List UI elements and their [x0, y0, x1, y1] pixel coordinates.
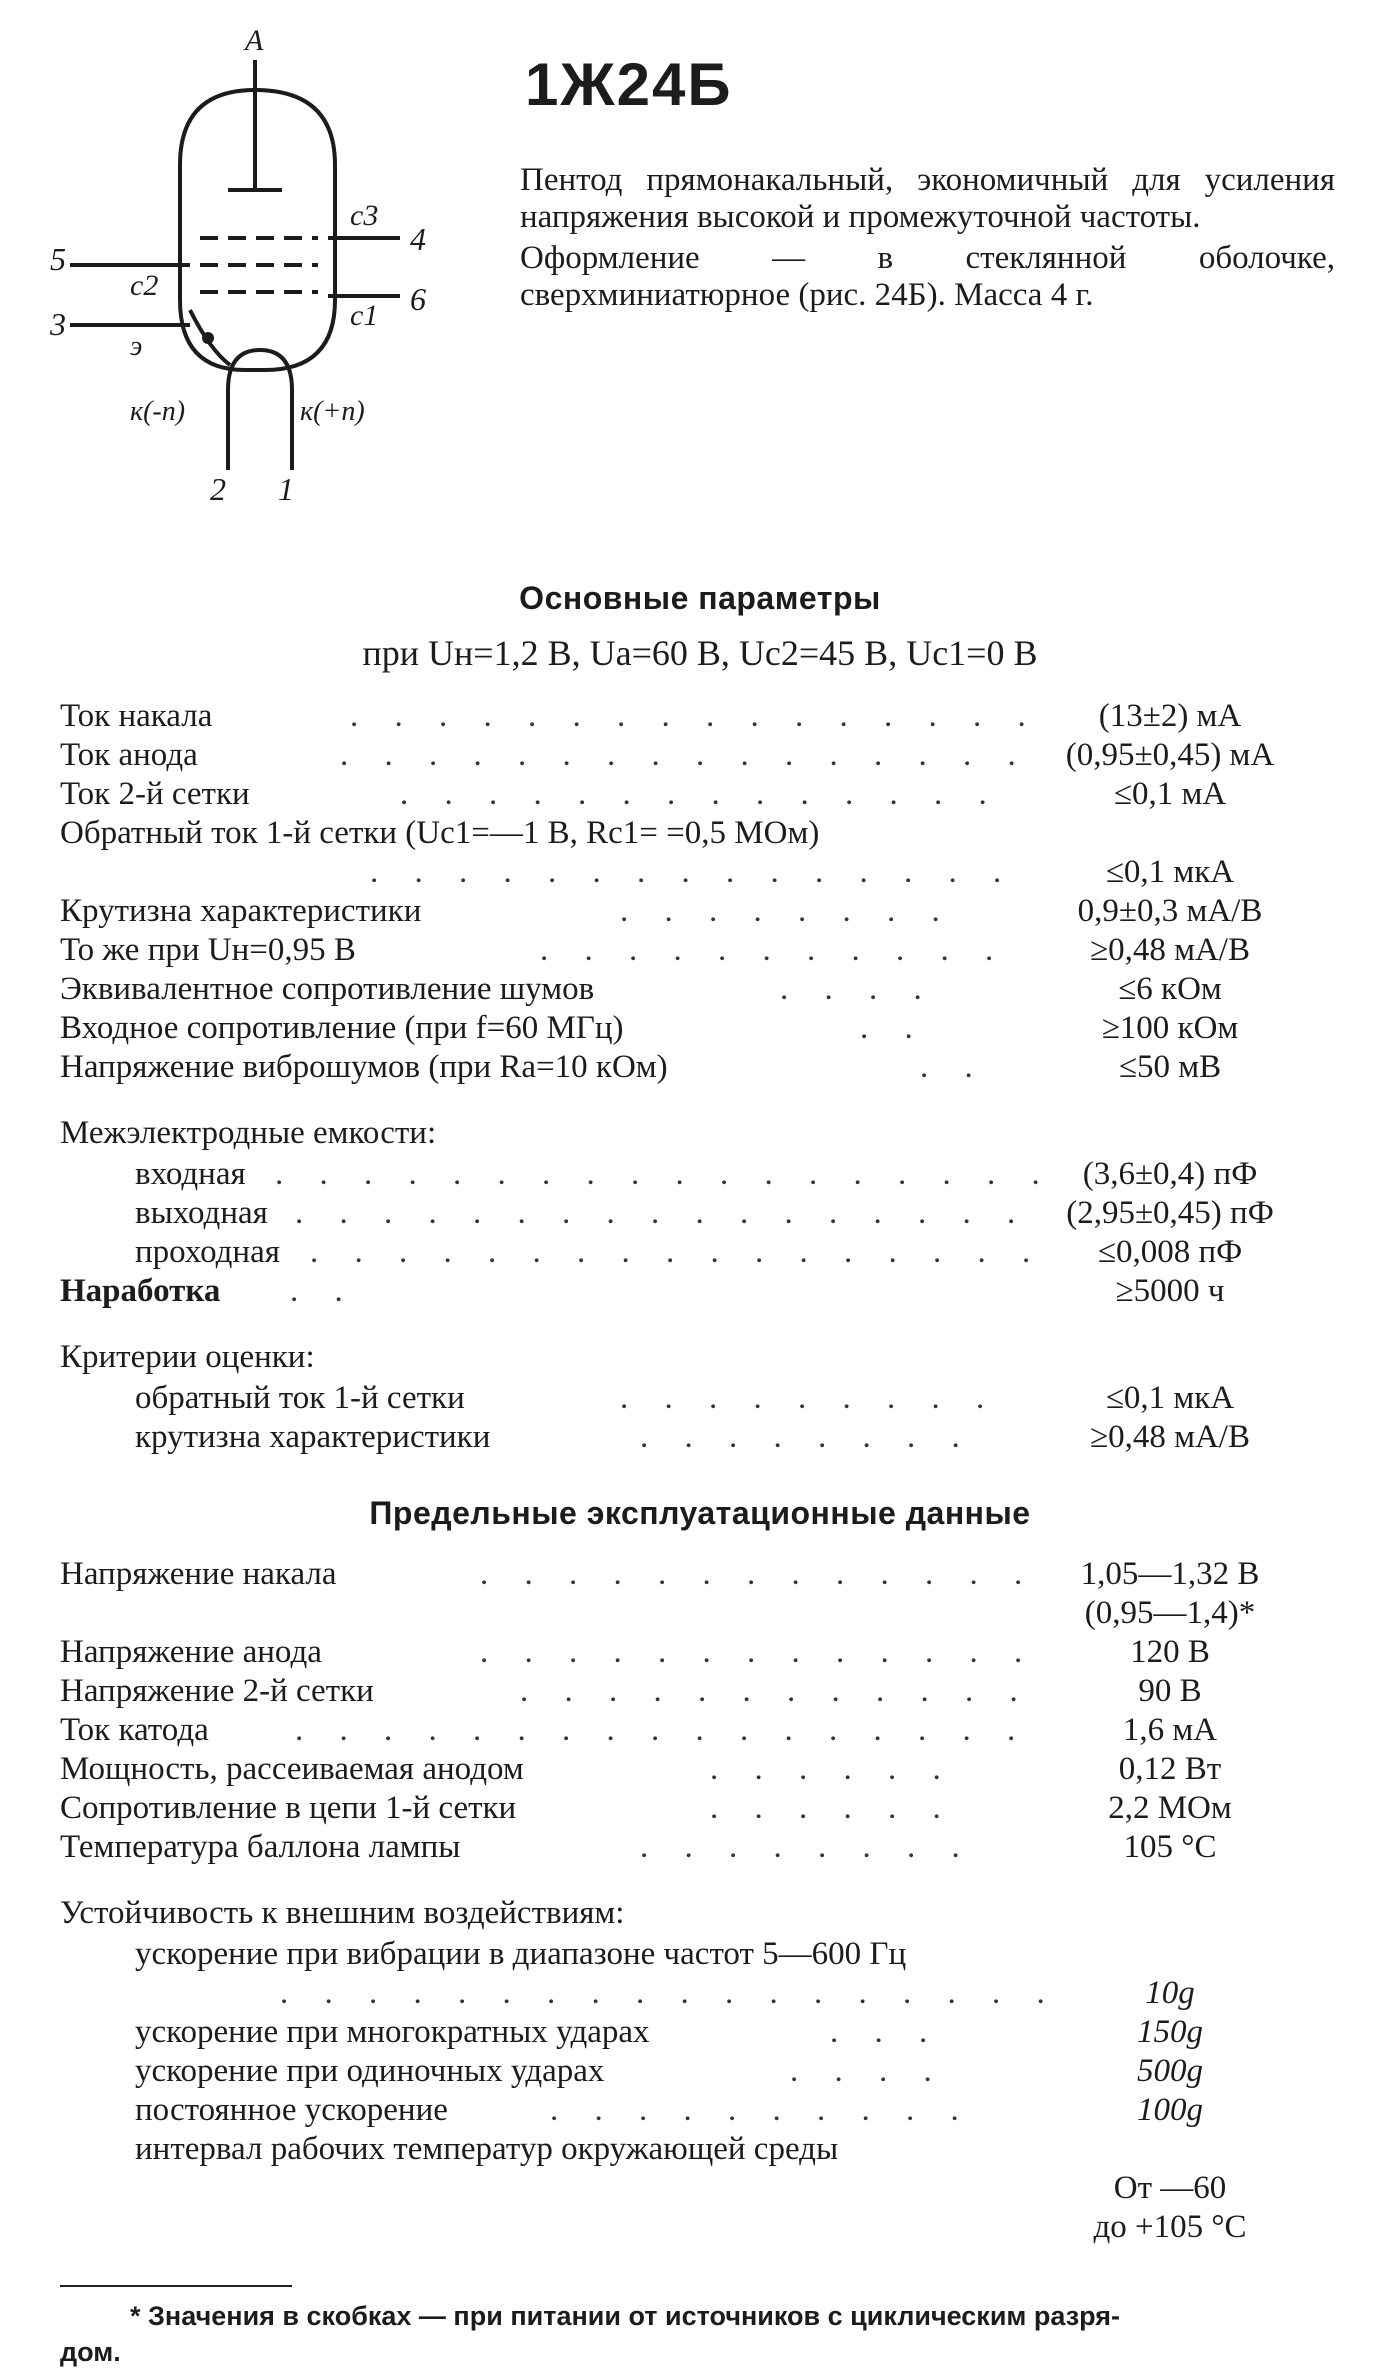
param-label: Ток анода — [60, 737, 198, 773]
param-row — [60, 1048, 1350, 1087]
param-value: ≥0,48 мА/В — [1089, 932, 1250, 968]
label-c2: с2 — [130, 269, 159, 302]
section-title-main: Основные параметры — [519, 580, 881, 616]
leader-dots: . . . . . . . . — [640, 1829, 974, 1865]
main-params-list — [60, 697, 1350, 1457]
param-label: обратный ток 1-й сетки — [135, 1380, 465, 1416]
param-value: 0,12 Вт — [1118, 1751, 1222, 1787]
leader-dots: . . . . . . . . . . . . . — [480, 1634, 1037, 1670]
param-label: Обратный ток 1-й сетки (Uс1=—1 В, Rс1= =0,5 МОм) — [60, 815, 820, 851]
label-k-plus: к(+п) — [300, 396, 365, 427]
leader-dots: . . . . . . . . . . . . . . . . — [350, 698, 1040, 734]
param-value: ≥0,48 мА/В — [1089, 1419, 1250, 1455]
leader-dots: . . . . . . . . . . . . . . . . . . — [280, 1975, 1059, 2011]
limit-row — [60, 1828, 1350, 1867]
param-label: Мощность, рассеиваемая анодом — [60, 1751, 524, 1787]
param-label: Крутизна характеристики — [60, 893, 422, 929]
label-pin-5: 5 — [50, 241, 66, 277]
runtime-row — [60, 1272, 1350, 1311]
label-a: А — [245, 24, 264, 57]
param-label: Входное сопротивление (при f=60 МГц) — [60, 1010, 624, 1046]
tube-title: 1Ж24Б — [525, 51, 733, 118]
param-value: (0,95±0,45) мА — [1065, 737, 1275, 773]
resist-row — [60, 1935, 1350, 2013]
leader-dots: . . . — [830, 2014, 942, 2050]
param-value: 2,2 МОм — [1108, 1790, 1232, 1826]
resist-row — [60, 2130, 1350, 2245]
param-label: интервал рабочих температур окружающей среды — [135, 2131, 839, 2167]
leader-dots: . . . . . . . . . . . . . . — [400, 776, 1001, 812]
resist-row — [60, 2013, 1350, 2052]
param-value: От —60 — [1113, 2170, 1227, 2206]
param-value: 120 В — [1130, 1634, 1210, 1670]
param-label: проходная — [135, 1234, 280, 1270]
leader-dots: . . . . . . . . . . . . . — [480, 1556, 1037, 1592]
param-label: Наработка — [60, 1273, 221, 1309]
param-value: ≥5000 ч — [1115, 1273, 1225, 1309]
footnote-line-2: дом. — [60, 2337, 121, 2367]
param-value: ≤0,1 мА — [1113, 776, 1227, 812]
param-value: 105 °С — [1123, 1829, 1217, 1865]
param-label: крутизна характеристики — [135, 1419, 491, 1455]
leader-dots: . . . . . . . . . . . . . . . . . — [295, 1712, 1030, 1748]
description-paragraph-1: Пентод прямонакальный, экономичный для усиления напряжения высокой и промежуточной частоты. — [520, 162, 1335, 235]
param-value: 1,05—1,32 В — [1080, 1556, 1260, 1592]
leader-dots: . . . . — [790, 2053, 946, 2089]
param-value: 0,9±0,3 мА/В — [1077, 893, 1263, 929]
leader-dots: . . . . . . — [710, 1751, 955, 1787]
param-value-alt: (0,95—1,4)* — [1084, 1595, 1256, 1631]
description-paragraph-2: Оформление — в стеклянной оболочке, сверхминиатюрное (рис. 24Б). Масса 4 г. — [520, 240, 1335, 313]
leader-dots: . . . . . . . . — [620, 893, 954, 929]
criteria-row — [60, 1379, 1350, 1418]
leader-dots: . . . . . . . . . — [620, 1380, 999, 1416]
leader-dots: . . . . . . . . . . . — [540, 932, 1008, 968]
capacitance-row — [60, 1155, 1350, 1194]
limit-row — [60, 1711, 1350, 1750]
capacitance-row — [60, 1233, 1350, 1272]
param-label: ускорение при одиночных ударах — [135, 2053, 605, 2089]
param-label: ускорение при многократных ударах — [135, 2014, 650, 2050]
param-row — [60, 892, 1350, 931]
param-row — [60, 697, 1350, 736]
param-label: Сопротивление в цепи 1-й сетки — [60, 1790, 517, 1826]
param-label: Напряжение накала — [60, 1556, 337, 1592]
param-label: Ток накала — [60, 698, 213, 734]
param-row — [60, 931, 1350, 970]
param-row — [60, 775, 1350, 814]
param-value: 90 В — [1138, 1673, 1202, 1709]
param-label: То же при Uн=0,95 В — [60, 932, 356, 968]
footnote — [60, 2298, 1350, 2370]
param-row — [60, 1009, 1350, 1048]
param-value: ≤6 кОм — [1118, 971, 1222, 1007]
resist-row — [60, 2052, 1350, 2091]
param-value: 100g — [1137, 2092, 1203, 2128]
leader-dots: . . . . . . . . . . . . . . . . . — [295, 1195, 1030, 1231]
param-label: Напряжение анода — [60, 1634, 322, 1670]
limit-row — [60, 1672, 1350, 1711]
leader-dots: . . . . . . . . . . . . . . . . — [340, 737, 1030, 773]
label-e: э — [130, 331, 143, 362]
param-value: ≤50 мВ — [1118, 1049, 1222, 1085]
param-label: Ток катода — [60, 1712, 209, 1748]
conditions-line: при Uн=1,2 В, Uа=60 В, Uс2=45 В, Uс1=0 В — [362, 633, 1038, 673]
limit-row — [60, 1789, 1350, 1828]
leader-dots: . . . . . . . . . . . . . . . . . . — [275, 1156, 1054, 1192]
limits-list — [60, 1555, 1350, 2245]
resistance-heading: Устойчивость к внешним воздействиям: — [60, 1895, 625, 1931]
footnote-rule — [60, 2285, 292, 2287]
param-value: 1,6 мА — [1122, 1712, 1218, 1748]
label-k-minus: к(-п) — [130, 396, 186, 427]
label-c3: с3 — [350, 199, 379, 232]
param-value: 150g — [1137, 2014, 1203, 2050]
label-c1: с1 — [350, 299, 379, 332]
param-label: Напряжение виброшумов (при Rа=10 кОм) — [60, 1049, 668, 1085]
footnote-line-1: * Значения в скобках — при питании от источников с циклическим разря- — [130, 2301, 1121, 2331]
param-label: Напряжение 2-й сетки — [60, 1673, 374, 1709]
leader-dots: . . — [920, 1049, 987, 1085]
section-title-limits: Предельные эксплуатационные данные — [369, 1495, 1031, 1531]
param-value-alt: до +105 °С — [1093, 2209, 1247, 2245]
label-pin-2: 2 — [210, 471, 226, 507]
capacitance-row — [60, 1194, 1350, 1233]
leader-dots: . . . . — [780, 971, 936, 1007]
label-pin-1: 1 — [278, 471, 294, 507]
param-value: 500g — [1137, 2053, 1203, 2089]
param-value: ≤0,008 пФ — [1097, 1234, 1243, 1270]
leader-dots: . . — [290, 1273, 357, 1309]
leader-dots: . . . . . . — [710, 1790, 955, 1826]
criteria-heading: Критерии оценки: — [60, 1339, 315, 1375]
param-label: Температура баллона лампы — [60, 1829, 461, 1865]
leader-dots: . . . . . . . . . . — [550, 2092, 973, 2128]
param-value: ≤0,1 мкА — [1105, 1380, 1235, 1416]
label-pin-6: 6 — [410, 281, 426, 317]
leader-dots: . . . . . . . . — [640, 1419, 974, 1455]
param-label: Эквивалентное сопротивление шумов — [60, 971, 595, 1007]
limit-row — [60, 1555, 1350, 1633]
capacitance-heading: Межэлектродные емкости: — [60, 1115, 437, 1151]
param-label: ускорение при вибрации в диапазоне частот 5—600 Гц — [135, 1936, 907, 1972]
param-value: (2,95±0,45) пФ — [1066, 1195, 1274, 1231]
tube-schematic-diagram — [50, 20, 470, 510]
leader-dots: . . — [860, 1010, 927, 1046]
param-row — [60, 814, 1350, 892]
param-value: (13±2) мА — [1098, 698, 1242, 734]
limit-row — [60, 1633, 1350, 1672]
label-pin-3: 3 — [50, 306, 66, 342]
criteria-row — [60, 1418, 1350, 1457]
leader-dots: . . . . . . . . . . . . . . . — [370, 854, 1016, 890]
param-value: ≥100 кОм — [1101, 1010, 1239, 1046]
param-label: постоянное ускорение — [135, 2092, 448, 2128]
resist-row — [60, 2091, 1350, 2130]
leader-dots: . . . . . . . . . . . . — [520, 1673, 1032, 1709]
param-row — [60, 736, 1350, 775]
param-value: 10g — [1145, 1975, 1195, 2011]
param-row — [60, 970, 1350, 1009]
limit-row — [60, 1750, 1350, 1789]
param-value: (3,6±0,4) пФ — [1082, 1156, 1258, 1192]
leader-dots: . . . . . . . . . . . . . . . . . — [310, 1234, 1045, 1270]
tube-description — [520, 162, 1335, 318]
label-pin-4: 4 — [410, 221, 426, 257]
param-label: входная — [135, 1156, 246, 1192]
param-label: выходная — [135, 1195, 268, 1231]
param-value: ≤0,1 мкА — [1105, 854, 1235, 890]
param-label: Ток 2-й сетки — [60, 776, 250, 812]
